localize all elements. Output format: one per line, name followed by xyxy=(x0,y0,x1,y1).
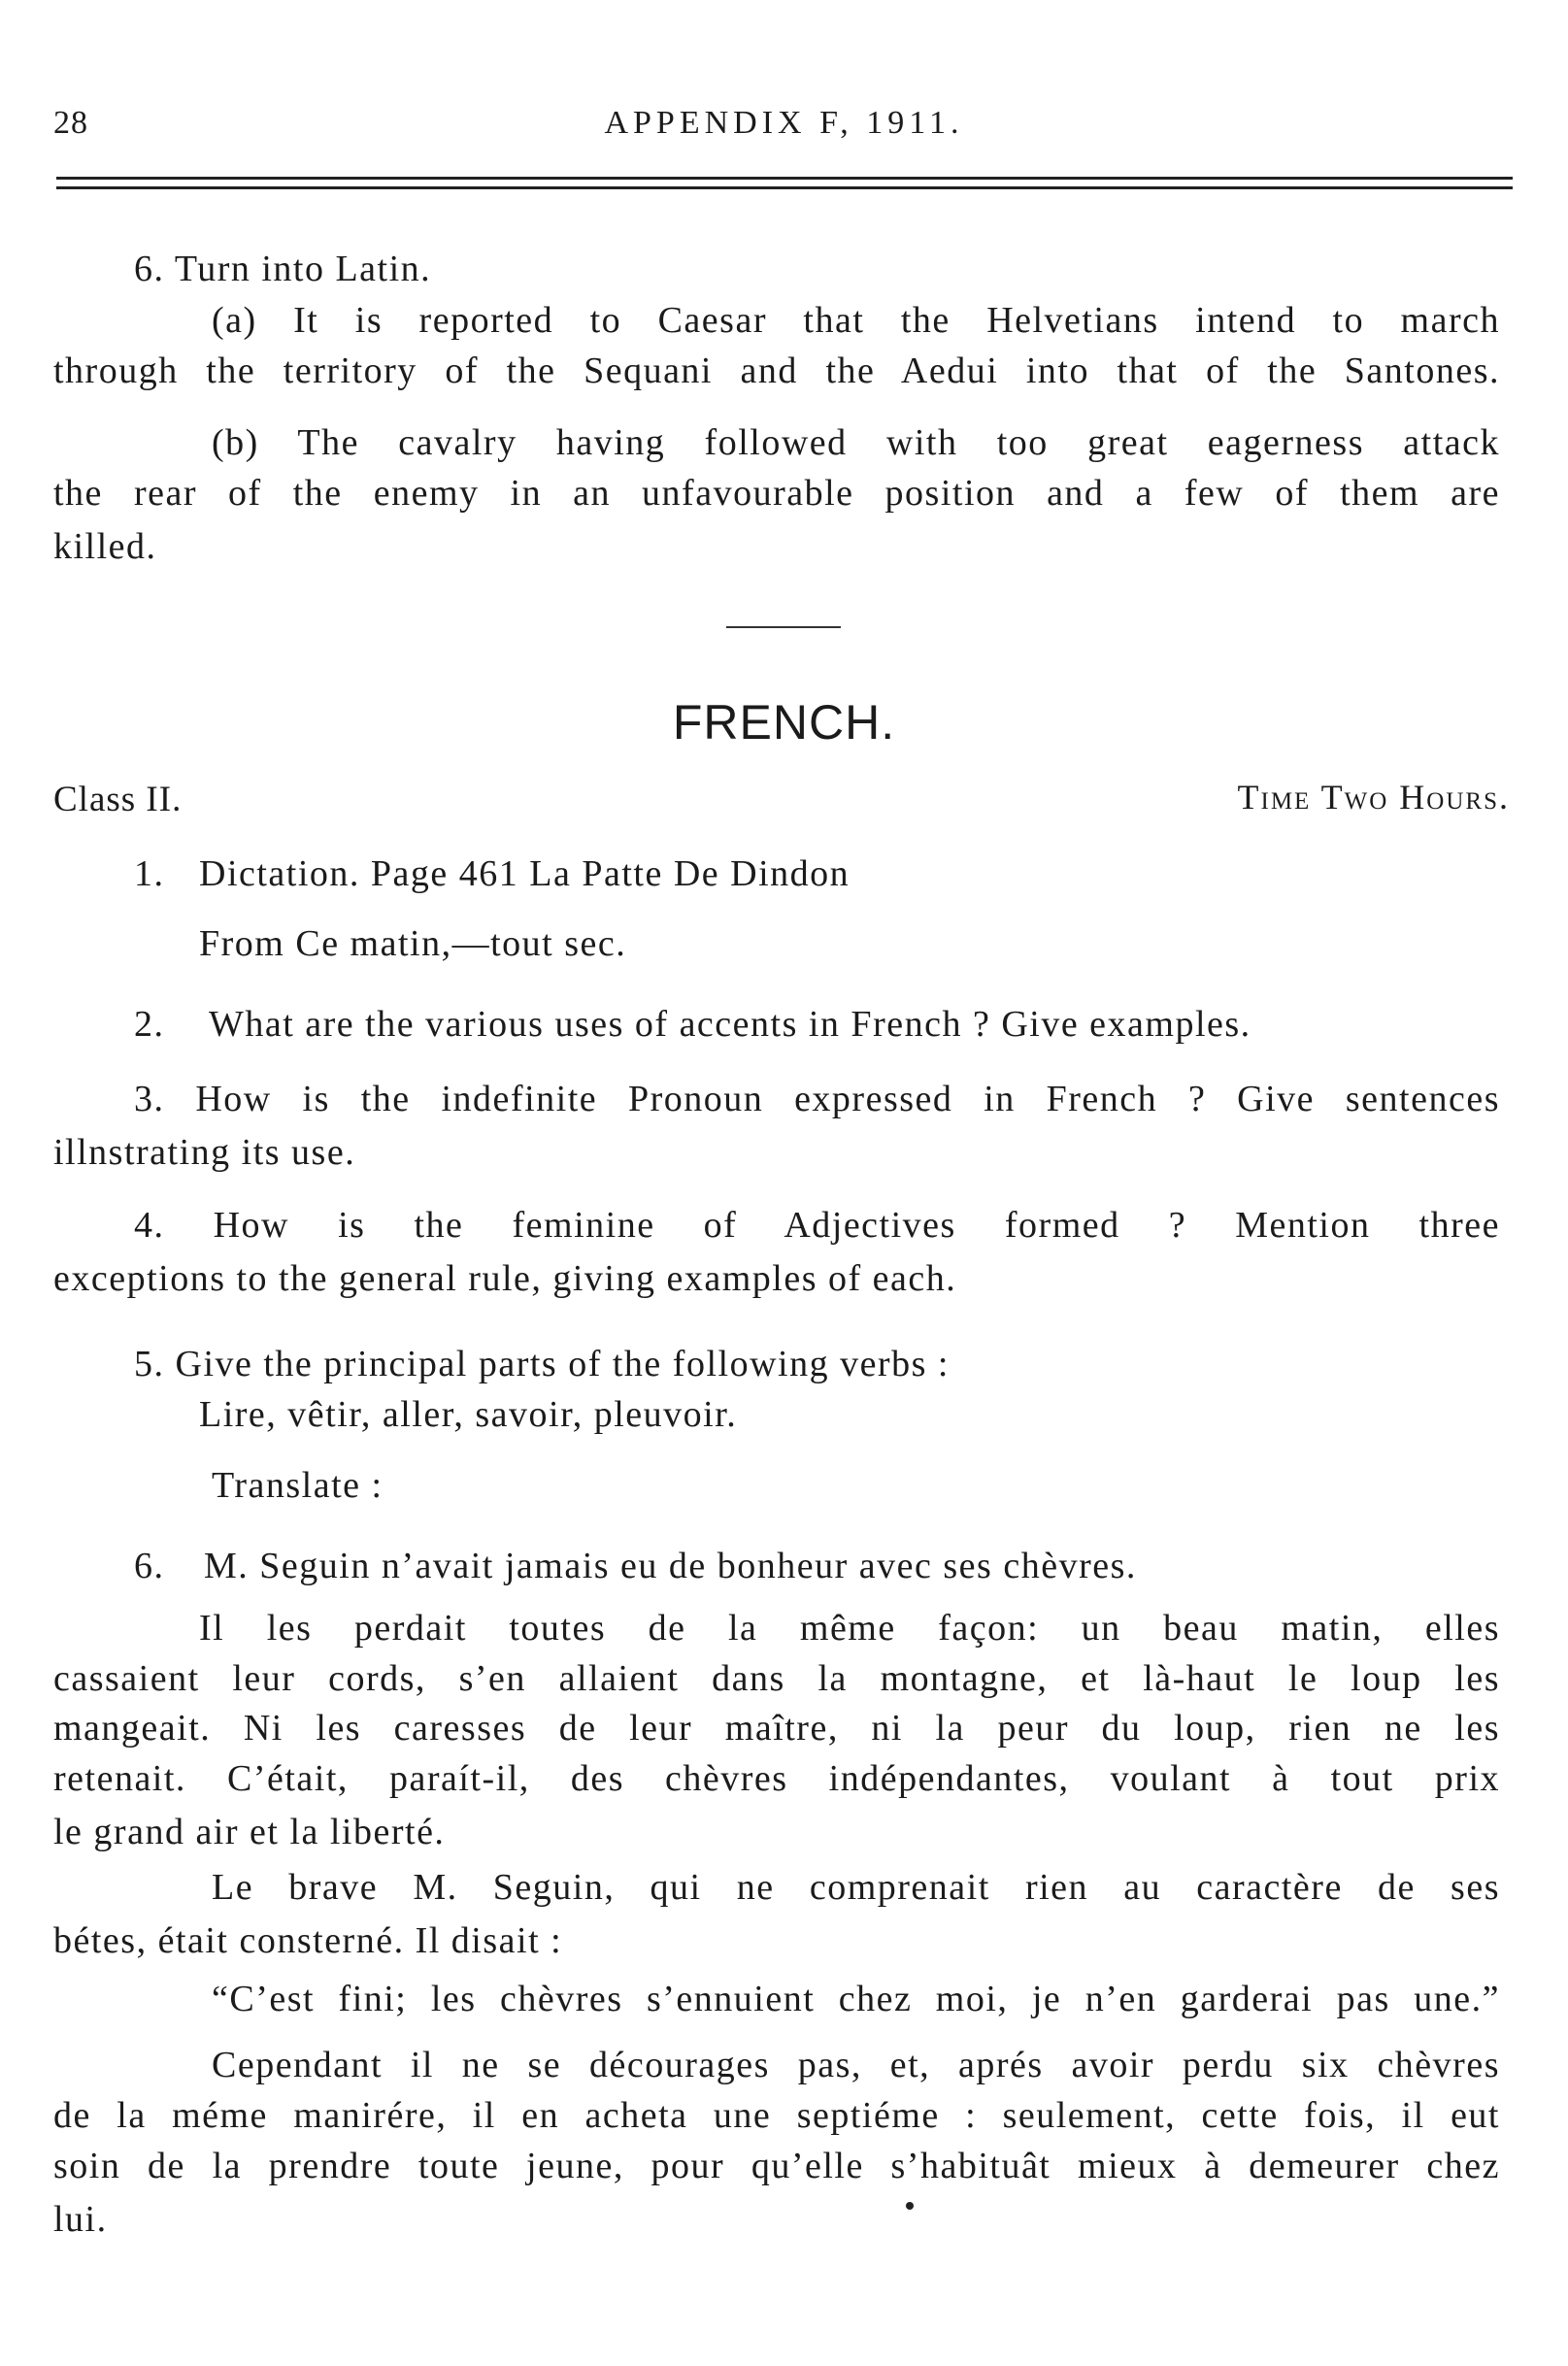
question-6-text: M. Seguin n’avait jamais eu de bonheur avec ses chèvres. xyxy=(204,1546,1137,1586)
question-1-number: 1. xyxy=(134,853,165,894)
time-label: Time Two Hours. xyxy=(1237,778,1510,816)
latin-question-6-title: 6. Turn into Latin. xyxy=(134,249,432,289)
passage-p2-line-1: Le brave M. Seguin, qui ne comprenait rien au caractère de ses xyxy=(212,1867,1500,1908)
question-4-line-1: 4. How is the feminine of Adjectives formed ? Mention three xyxy=(134,1205,1500,1246)
section-title-french: FRENCH. xyxy=(672,695,896,750)
passage-p4-line-1: Cependant il ne se décourages pas, et, aprés avoir perdu six chèvres xyxy=(212,2045,1500,2085)
passage-p3-line-1: “C’est fini; les chèvres s’ennuient chez moi, je n’en garderai pas une.” xyxy=(212,1979,1500,2019)
passage-p1-line-5: le grand air et la liberté. xyxy=(53,1812,446,1852)
passage-p1-line-3: mangeait. Ni les caresses de leur maître, ni la peur du loup, rien ne les xyxy=(53,1708,1500,1749)
question-2-number: 2. xyxy=(134,1004,165,1045)
question-1-line-1: Dictation. Page 461 La Patte De Dindon xyxy=(199,853,851,894)
ink-speck xyxy=(906,2202,914,2210)
passage-p1-line-4: retenait. C’était, paraít-il, des chèvres indépendantes, voulant à tout prix xyxy=(53,1758,1500,1799)
header-rule-top xyxy=(56,177,1513,180)
question-5-line-2: Lire, vêtir, aller, savoir, pleuvoir. xyxy=(199,1394,738,1435)
passage-p1-line-1: Il les perdait toutes de la même façon: un beau matin, elles xyxy=(199,1608,1500,1649)
running-header: APPENDIX F, 1911. xyxy=(604,105,964,141)
question-4-line-2: exceptions to the general rule, giving examples of each. xyxy=(53,1258,957,1299)
passage-p2-line-2: bétes, était consterné. Il disait : xyxy=(53,1920,563,1961)
question-6-number: 6. xyxy=(134,1546,165,1586)
passage-p1-line-2: cassaient leur cords, s’en allaient dans la montagne, et là-haut le loup les xyxy=(53,1658,1500,1699)
latin-question-6b-line-2: the rear of the enemy in an unfavourable position and a few of them are xyxy=(53,473,1500,514)
page-number: 28 xyxy=(53,105,88,141)
question-1-line-2: From Ce matin,—tout sec. xyxy=(199,923,627,964)
latin-question-6a-line-2: through the territory of the Sequani and the Aedui into that of the Santones. xyxy=(53,350,1500,391)
translate-label: Translate : xyxy=(212,1465,384,1506)
latin-question-6b-line-1: (b) The cavalry having followed with too great eagerness attack xyxy=(212,422,1500,463)
passage-p4-line-4: lui. xyxy=(53,2199,108,2240)
class-label: Class II. xyxy=(53,780,183,819)
latin-question-6a-line-1: (a) It is reported to Caesar that the Helvetians intend to march xyxy=(212,300,1500,341)
section-separator xyxy=(726,626,841,628)
question-3-line-1: 3. How is the indefinite Pronoun expressed in French ? Give sentences xyxy=(134,1079,1500,1119)
passage-p4-line-2: de la méme manirére, il en acheta une septiéme : seulement, cette fois, il eut xyxy=(53,2095,1500,2136)
question-2-text: What are the various uses of accents in French ? Give examples. xyxy=(209,1004,1251,1045)
latin-question-6b-line-3: killed. xyxy=(53,526,157,567)
question-5-line-1: 5. Give the principal parts of the following verbs : xyxy=(134,1344,950,1384)
passage-p4-line-3: soin de la prendre toute jeune, pour qu’elle s’habituât mieux à demeurer chez xyxy=(53,2146,1500,2186)
question-3-line-2: illnstrating its use. xyxy=(53,1132,356,1173)
header-rule-bottom xyxy=(56,186,1513,189)
